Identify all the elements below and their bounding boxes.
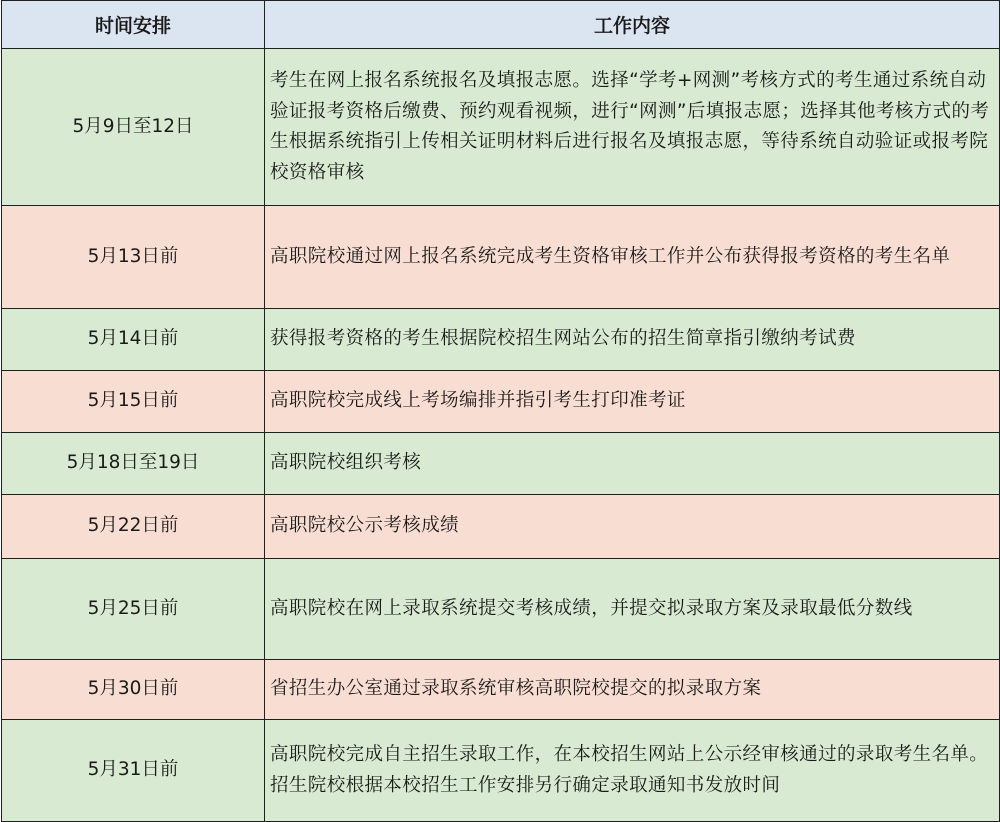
table-row (2, 559, 1000, 660)
row-time: 5月25日前 (2, 559, 265, 660)
row-content: 获得报考资格的考生根据院校招生网站公布的招生简章指引缴纳考试费 (265, 309, 1000, 371)
row-time: 5月30日前 (2, 660, 265, 720)
row-content: 高职院校完成自主招生录取工作，在本校招生网站上公示经审核通过的录取考生名单。招生院校根据本校招生工作安排另行确定录取通知书发放时间 (265, 720, 1000, 822)
row-time: 5月14日前 (2, 309, 265, 371)
table-row (2, 371, 1000, 433)
header-time: 时间安排 (2, 1, 265, 49)
row-content: 高职院校组织考核 (265, 433, 1000, 495)
table-row (2, 49, 1000, 206)
row-content: 高职院校在网上录取系统提交考核成绩，并提交拟录取方案及录取最低分数线 (265, 559, 1000, 660)
row-content: 高职院校完成线上考场编排并指引考生打印准考证 (265, 371, 1000, 433)
table-row (2, 433, 1000, 495)
row-time: 5月13日前 (2, 206, 265, 309)
row-time: 5月22日前 (2, 495, 265, 559)
header-row (2, 1, 1000, 49)
table-row (2, 495, 1000, 559)
row-time: 5月18日至19日 (2, 433, 265, 495)
row-content: 考生在网上报名系统报名及填报志愿。选择“学考+网测”考核方式的考生通过系统自动验证报考资格后缴费、预约观看视频，进行“网测”后填报志愿；选择其他考核方式的考生根据系统指引上传相关证明材料后进行报名及填报志愿，等待系统自动验证或报考院校资格审核 (265, 49, 1000, 206)
row-time: 5月15日前 (2, 371, 265, 433)
row-content: 高职院校公示考核成绩 (265, 495, 1000, 559)
row-content: 高职院校通过网上报名系统完成考生资格审核工作并公布获得报考资格的考生名单 (265, 206, 1000, 309)
table-row (2, 309, 1000, 371)
row-time: 5月31日前 (2, 720, 265, 822)
header-content: 工作内容 (265, 1, 1000, 49)
row-content: 省招生办公室通过录取系统审核高职院校提交的拟录取方案 (265, 660, 1000, 720)
schedule-table (1, 0, 1000, 822)
table-row (2, 720, 1000, 822)
row-time: 5月9日至12日 (2, 49, 265, 206)
table-row (2, 660, 1000, 720)
table-row (2, 206, 1000, 309)
